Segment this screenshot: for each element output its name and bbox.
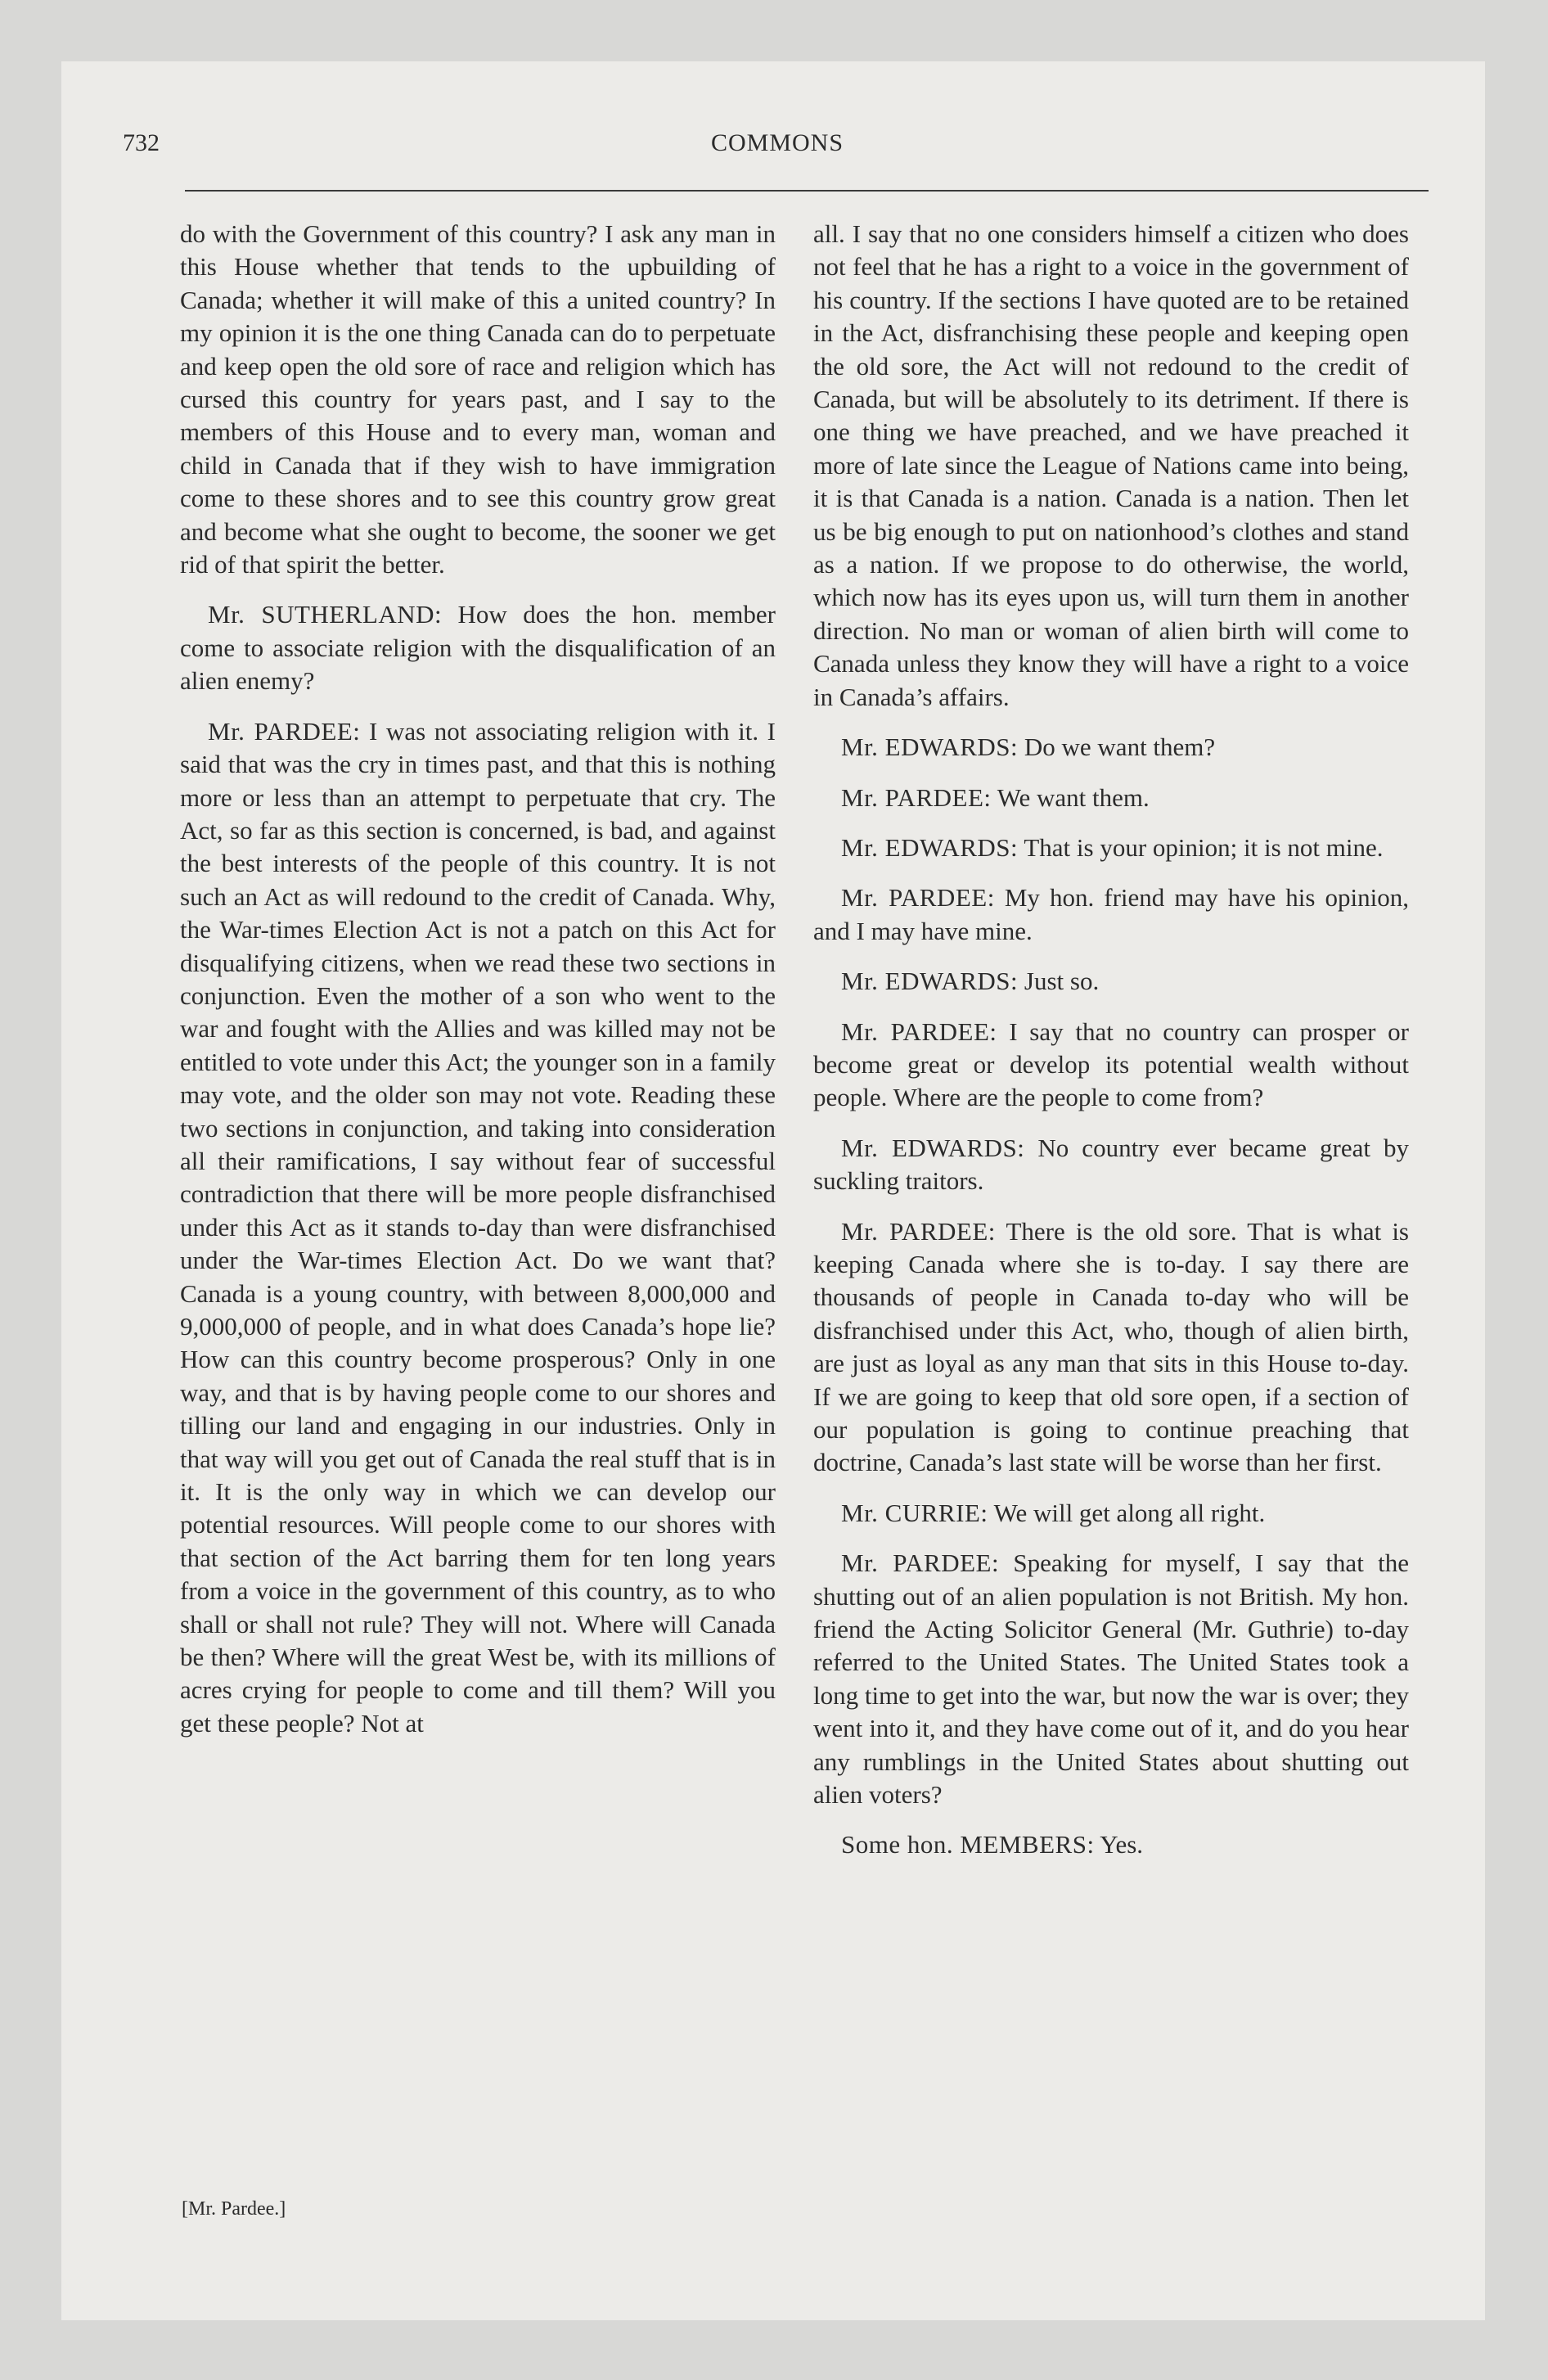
paragraph (813, 731, 1409, 764)
paragraph-text: My hon. friend may have his opinion, and I may have mine. (813, 883, 1409, 945)
paragraph-text: I was not associating religion with it. I said that was the cry in times past, and that this is nothing more or less than an attempt to perpetuate that cry. The Act, so far as this section is concerned, is bad, and against the best interests of the people of this country. It is not such an Act as will redound to the credit of Canada. Why, the War-times Election Act is not a patch on this Act for disqualifying citizens, when we read these two sections in conjunction. Even the mother of a son who went to the war and fought with the Allies and was killed may not be entitled to vote under this Act; the younger son in a family may vote, and the older son may not vote. Reading these two sections in conjunction, and taking into consideration all their ramifications, I say without fear of successful contradiction that there will be more people disfranchised under this Act as it stands to-day than were disfranchised under the War-times Election Act. Do we want that? Canada is a young country, with between 8,000,000 and 9,000,000 of people, and in what does Canada’s hope lie? How can this country become prosperous? Only in one way, and that is by having people come to our shores and tilling our land and engaging in our industries. Only in that way will you get out of Canada the real stuff that is in it. It is the only way in which we can develop our potential resources. Will people come to our shores with that section of the Act barring them for ten long years from a voice in the government of this country, as to who shall or shall not rule? They will not. Where will Canada be then? Where will the great West be, with its millions of acres crying for people to come and till them? Will you get these people? Not at (180, 716, 776, 1738)
speaker-name: Mr. PARDEE: (841, 1016, 997, 1046)
paragraph-text: That is your opinion; it is not mine. (1024, 832, 1384, 862)
speaker-name: Mr. CURRIE: (841, 1498, 988, 1527)
paragraph-text: There is the old sore. That is what is keeping Canada where she is to-day. I say there are thousands of people in Canada to-day who will be disfranchised under this Act, who, though of alien birth, are just as loyal as any man that sits in this House to-day. If we are going to keep that old sore open, if a section of our population is going to continue preaching that doctrine, Canada’s last state will be worse than her first. (813, 1216, 1409, 1477)
paragraph (813, 1828, 1409, 1861)
speaker-name: Mr. EDWARDS: (841, 1133, 1025, 1162)
paragraph (813, 881, 1409, 948)
speaker-name: Mr. SUTHERLAND: (208, 600, 443, 629)
paragraph-text: all. I say that no one considers himself a citizen who does not feel that he has a right to a voice in the government of his country. If the sections I have quoted are to be retained in the Act, disfranchising these people and keeping open the old sore, the Act will not redound to the credit of Canada, but will be absolutely to its detriment. If there is one thing we have preached, and we have preached it more of late since the League of Nations came into being, it is that Canada is a nation. Canada is a nation. Then let us be big enough to put on nationhood’s clothes and stand as a nation. If we propose to do otherwise, the world, which now has its eyes upon us, will turn them in another direction. No man or woman of alien birth will come to Canada unless they know they will have a right to a voice in Canada’s affairs. (813, 219, 1409, 711)
speaker-name: Mr. PARDEE: (841, 1548, 1000, 1578)
speaker-name: Mr. PARDEE: (841, 782, 992, 812)
speaker-name: Mr. EDWARDS: (841, 732, 1019, 762)
paragraph (813, 1016, 1409, 1115)
paragraph-text: We will get along all right. (993, 1498, 1266, 1527)
footer-speaker-note: [Mr. Pardee.] (182, 2198, 286, 2220)
paragraph-text: I say that no country can prosper or become great or develop its potential wealth without people. Where are the people to come from? (813, 1016, 1410, 1112)
paragraph (813, 782, 1409, 814)
page-header (123, 129, 1432, 178)
paragraph (180, 218, 776, 581)
paragraph-text: Do we want them? (1024, 732, 1216, 762)
paragraph (813, 832, 1409, 864)
paragraph-text: do with the Government of this country? I ask any man in this House whether that tends to the upbuilding of Canada; whether it will make of this a united country? In my opinion it is the one thing Canada can do to perpetuate and keep open the old sore of race and religion which has cursed this country for years past, and I say to the members of this House and to every man, woman and child in Canada that if they wish to have immigration come to these shores and to see this country grow great and become what she ought to become, the sooner we get rid of that spirit the better. (180, 219, 776, 579)
right-column (813, 218, 1409, 1879)
paragraph-text: How does the hon. member come to associate religion with the disqualification of an alien enemy? (180, 600, 776, 696)
speaker-name: Mr. EDWARDS: (841, 832, 1019, 862)
paragraph (813, 965, 1409, 998)
paragraph (813, 1547, 1409, 1811)
paragraph (180, 715, 776, 1741)
speaker-name: Mr. PARDEE: (841, 883, 995, 913)
paragraph-text: No country ever became great by suckling traitors. (813, 1133, 1409, 1196)
header-rule (185, 190, 1429, 192)
paragraph (813, 1497, 1409, 1530)
paragraph-text: Just so. (1024, 967, 1100, 996)
left-column (180, 218, 776, 1757)
page-title: COMMONS (710, 129, 844, 156)
paragraph (813, 1132, 1409, 1198)
paragraph-text: Speaking for myself, I say that the shutting out of an alien population is not British. My hon. friend the Acting Solicitor General (Mr. Guthrie) to-day referred to the United States. The United States took a long time to get into the war, but now the war is over; they went into it, and they have come out of it, and do you hear any rumblings in the United States about shutting out alien voters? (813, 1548, 1409, 1810)
paragraph (813, 1215, 1409, 1480)
speaker-name: Mr. PARDEE: (841, 1216, 996, 1246)
paragraph-text: We want them. (997, 782, 1150, 812)
paragraph-text: Yes. (1100, 1830, 1144, 1859)
paragraph (180, 598, 776, 697)
paragraph (813, 218, 1409, 714)
speaker-name: Mr. PARDEE: (208, 716, 361, 746)
speaker-name: Mr. EDWARDS: (841, 967, 1019, 996)
page-number: 732 (123, 129, 160, 156)
speaker-name: Some hon. MEMBERS: (841, 1830, 1095, 1859)
